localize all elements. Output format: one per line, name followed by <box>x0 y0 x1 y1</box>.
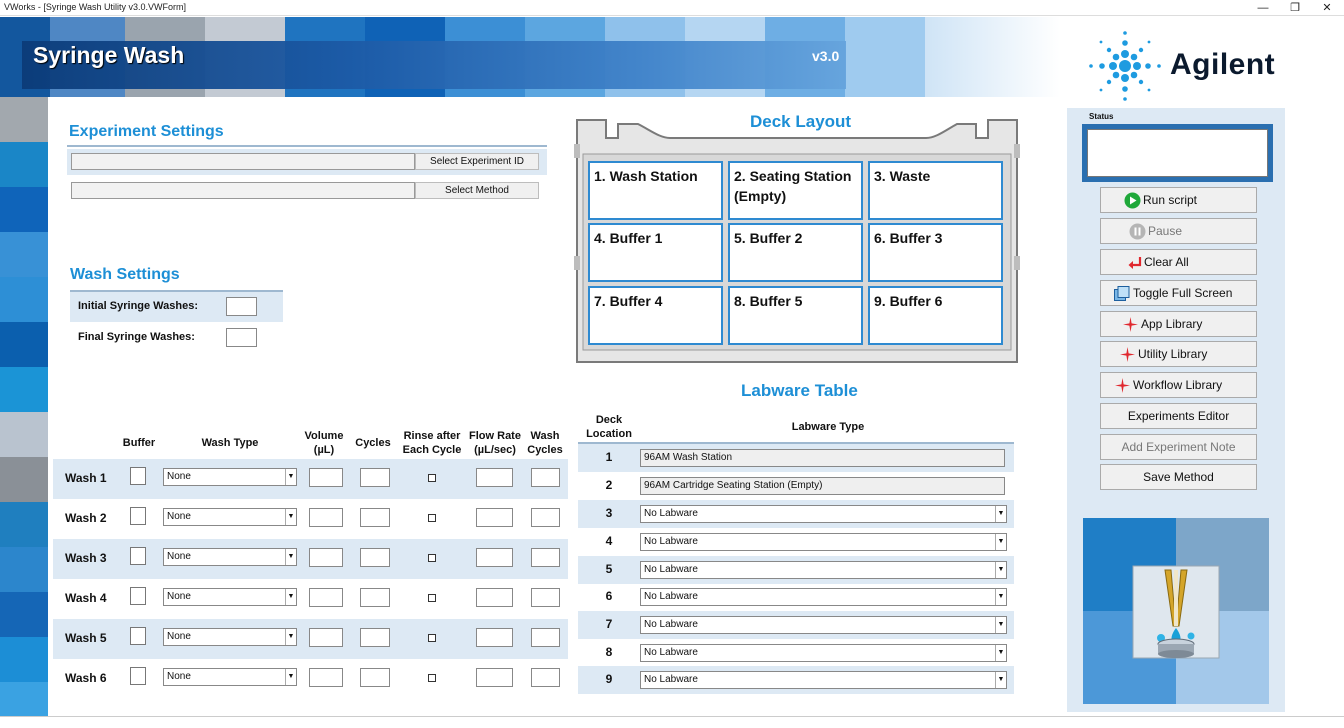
buffer-checkbox[interactable] <box>130 667 146 685</box>
dropdown-arrow-icon[interactable]: ▼ <box>995 672 1006 688</box>
dropdown-arrow-icon[interactable]: ▼ <box>285 629 296 645</box>
volume-input[interactable] <box>309 668 343 687</box>
labware-row-6 <box>578 583 1014 611</box>
dropdown-arrow-icon[interactable]: ▼ <box>285 469 296 485</box>
deck-location-number: 6 <box>605 589 613 603</box>
experiment-id-field[interactable] <box>71 153 415 170</box>
flow-rate-column-header: Flow Rate (µL/sec) <box>469 430 521 456</box>
wash-row-label: Wash 1 <box>65 471 107 485</box>
dropdown-arrow-icon[interactable]: ▼ <box>995 562 1006 578</box>
volume-column-header: Volume (µL) <box>304 430 344 456</box>
minimize-button[interactable]: — <box>1257 2 1269 14</box>
deck-position-6: 6. Buffer 3 <box>868 223 1003 282</box>
volume-input[interactable] <box>309 628 343 647</box>
status-display <box>1087 129 1268 177</box>
wash-type-value: None <box>167 671 191 682</box>
rinse-checkbox[interactable] <box>428 634 436 642</box>
wash-type-select[interactable] <box>163 468 297 486</box>
labware-table-heading: Labware Table <box>741 381 858 400</box>
deck-layout-heading: Deck Layout <box>750 112 852 131</box>
clear-all-label: Clear All <box>1144 255 1189 269</box>
deck-location-number: 9 <box>605 672 613 686</box>
dropdown-arrow-icon[interactable]: ▼ <box>285 549 296 565</box>
labware-type-value: No Labware <box>644 619 698 630</box>
buffer-checkbox[interactable] <box>130 587 146 605</box>
utility-library-label: Utility Library <box>1138 347 1208 361</box>
buffer-column-header: Buffer <box>122 437 156 449</box>
spark-star-icon <box>1114 377 1131 394</box>
select-experiment-id-button[interactable]: Select Experiment ID <box>415 153 539 170</box>
select-method-button[interactable]: Select Method <box>415 182 539 199</box>
labware-type-field: 96AM Wash Station <box>640 449 1005 467</box>
status-frame <box>1082 124 1273 182</box>
initial-washes-input[interactable] <box>226 297 257 316</box>
app-title: Syringe Wash <box>33 42 185 68</box>
labware-type-select[interactable] <box>640 616 1007 634</box>
syringe-tip-image <box>1083 518 1269 704</box>
run-script-label: Run script <box>1143 193 1198 207</box>
labware-type-select[interactable] <box>640 644 1007 662</box>
flow-rate-input[interactable] <box>476 588 513 607</box>
deck-location-number: 7 <box>605 617 613 631</box>
wash-cycles-input[interactable] <box>531 508 560 527</box>
wash-row-label: Wash 2 <box>65 511 107 525</box>
rinse-checkbox[interactable] <box>428 554 436 562</box>
labware-type-select[interactable] <box>640 588 1007 606</box>
labware-type-select[interactable] <box>640 561 1007 579</box>
labware-row-2 <box>578 472 1014 500</box>
dropdown-arrow-icon[interactable]: ▼ <box>285 589 296 605</box>
initial-washes-row <box>70 292 283 322</box>
cycles-input[interactable] <box>360 508 390 527</box>
cycles-input[interactable] <box>360 468 390 487</box>
rinse-checkbox[interactable] <box>428 514 436 522</box>
deck-position-1: 1. Wash Station <box>588 161 723 220</box>
cycles-input[interactable] <box>360 548 390 567</box>
wash-type-value: None <box>167 591 191 602</box>
wash-cycles-input[interactable] <box>531 588 560 607</box>
cycles-input[interactable] <box>360 668 390 687</box>
labware-type-value: No Labware <box>644 536 698 547</box>
status-label: Status <box>1089 112 1114 121</box>
rinse-checkbox[interactable] <box>428 594 436 602</box>
add-experiment-note-button[interactable]: Add Experiment Note <box>1100 434 1257 460</box>
undo-arrow-icon <box>1126 254 1143 271</box>
labware-row-3 <box>578 500 1014 528</box>
rinse-column-header: Rinse after Each Cycle <box>402 430 462 456</box>
save-method-button[interactable]: Save Method <box>1100 464 1257 490</box>
wash-type-value: None <box>167 631 191 642</box>
rinse-checkbox[interactable] <box>428 474 436 482</box>
initial-washes-label: Initial Syringe Washes: <box>78 300 199 312</box>
labware-type-value: No Labware <box>644 647 698 658</box>
wash-type-value: None <box>167 511 191 522</box>
deck-position-3: 3. Waste <box>868 161 1003 220</box>
dropdown-arrow-icon[interactable]: ▼ <box>995 617 1006 633</box>
labware-row-4 <box>578 528 1014 556</box>
flow-rate-input[interactable] <box>476 508 513 527</box>
wash-row-6 <box>53 659 568 699</box>
window-title: VWorks - [Syringe Wash Utility v3.0.VWForm] <box>4 2 187 12</box>
fullscreen-icon <box>1113 285 1130 302</box>
buffer-checkbox[interactable] <box>130 627 146 645</box>
dropdown-arrow-icon[interactable]: ▼ <box>285 509 296 525</box>
section-divider <box>67 145 547 147</box>
labware-type-value: No Labware <box>644 564 698 575</box>
app-library-label: App Library <box>1141 317 1203 331</box>
deck-location-number: 8 <box>605 645 613 659</box>
agilent-logo-text: Agilent <box>1170 48 1276 81</box>
pause-button[interactable] <box>1100 218 1257 244</box>
dropdown-arrow-icon[interactable]: ▼ <box>995 506 1006 522</box>
dropdown-arrow-icon[interactable]: ▼ <box>285 669 296 685</box>
wash-cycles-input[interactable] <box>531 548 560 567</box>
pause-label: Pause <box>1148 224 1183 238</box>
deck-position-7: 7. Buffer 4 <box>588 286 723 345</box>
flow-rate-input[interactable] <box>476 468 513 487</box>
wash-type-select[interactable] <box>163 588 297 606</box>
wash-settings-heading: Wash Settings <box>70 266 180 283</box>
wash-row-1 <box>53 459 568 499</box>
window-bottom-border <box>0 716 1344 717</box>
wash-row-label: Wash 5 <box>65 631 107 645</box>
wash-row-3 <box>53 539 568 579</box>
flow-rate-input[interactable] <box>476 548 513 567</box>
window-title-bar <box>0 0 1344 16</box>
wash-type-select[interactable] <box>163 668 297 686</box>
cycles-column-header: Cycles <box>355 437 391 449</box>
deck-location-number: 3 <box>605 506 613 520</box>
deck-location-number: 5 <box>605 562 613 576</box>
labware-type-select[interactable] <box>640 671 1007 689</box>
final-washes-input[interactable] <box>226 328 257 347</box>
labware-row-7 <box>578 611 1014 639</box>
labware-type-column-header: Labware Type <box>791 421 865 433</box>
workflow-library-label: Workflow Library <box>1133 378 1223 392</box>
method-field[interactable] <box>71 182 415 199</box>
flow-rate-input[interactable] <box>476 628 513 647</box>
dropdown-arrow-icon[interactable]: ▼ <box>995 645 1006 661</box>
wash-type-select[interactable] <box>163 628 297 646</box>
labware-row-9 <box>578 666 1014 694</box>
restore-button[interactable]: ❐ <box>1290 2 1300 14</box>
buffer-checkbox[interactable] <box>130 507 146 525</box>
volume-input[interactable] <box>309 508 343 527</box>
labware-row-5 <box>578 556 1014 584</box>
workflow-library-button[interactable] <box>1100 372 1257 398</box>
play-icon <box>1124 192 1141 209</box>
wash-type-value: None <box>167 551 191 562</box>
labware-row-8 <box>578 639 1014 667</box>
run-script-button[interactable] <box>1100 187 1257 213</box>
buffer-checkbox[interactable] <box>130 467 146 485</box>
decorative-stripe <box>0 97 48 717</box>
wash-type-select[interactable] <box>163 508 297 526</box>
wash-cycles-input[interactable] <box>531 628 560 647</box>
wash-cycles-column-header: Wash Cycles <box>527 430 563 456</box>
deck-location-column-header: Deck Location <box>586 414 632 440</box>
wash-row-label: Wash 3 <box>65 551 107 565</box>
volume-input[interactable] <box>309 588 343 607</box>
wash-type-select[interactable] <box>163 548 297 566</box>
labware-row-1 <box>578 444 1014 472</box>
labware-type-select[interactable] <box>640 533 1007 551</box>
close-button[interactable]: ✕ <box>1322 2 1332 14</box>
dropdown-arrow-icon[interactable]: ▼ <box>995 534 1006 550</box>
deck-location-number: 4 <box>605 534 613 548</box>
volume-input[interactable] <box>309 468 343 487</box>
wash-row-label: Wash 6 <box>65 671 107 685</box>
clear-all-button[interactable] <box>1100 249 1257 275</box>
wash-row-5 <box>53 619 568 659</box>
dropdown-arrow-icon[interactable]: ▼ <box>995 589 1006 605</box>
toggle-full-screen-label: Toggle Full Screen <box>1133 286 1233 300</box>
wash-row-label: Wash 4 <box>65 591 107 605</box>
pause-icon <box>1129 223 1146 240</box>
wash-type-column-header: Wash Type <box>201 437 259 449</box>
buffer-checkbox[interactable] <box>130 547 146 565</box>
app-library-button[interactable] <box>1100 311 1257 337</box>
utility-library-button[interactable] <box>1100 341 1257 367</box>
labware-type-value: No Labware <box>644 508 698 519</box>
experiments-editor-button[interactable]: Experiments Editor <box>1100 403 1257 429</box>
labware-type-field: 96AM Cartridge Seating Station (Empty) <box>640 477 1005 495</box>
wash-row-4 <box>53 579 568 619</box>
deck-position-2: 2. Seating Station (Empty) <box>728 161 863 220</box>
volume-input[interactable] <box>309 548 343 567</box>
wash-type-value: None <box>167 471 191 482</box>
method-row <box>67 178 547 204</box>
deck-location-number: 1 <box>605 450 613 464</box>
labware-type-value: No Labware <box>644 591 698 602</box>
experiment-settings-heading: Experiment Settings <box>69 123 224 140</box>
version-label: v3.0 <box>812 48 840 64</box>
cycles-input[interactable] <box>360 628 390 647</box>
labware-type-value: No Labware <box>644 674 698 685</box>
deck-position-5: 5. Buffer 2 <box>728 223 863 282</box>
deck-position-4: 4. Buffer 1 <box>588 223 723 282</box>
wash-row-2 <box>53 499 568 539</box>
spark-star-icon <box>1119 346 1136 363</box>
cycles-input[interactable] <box>360 588 390 607</box>
experiment-id-row <box>67 149 547 175</box>
final-washes-row <box>70 323 283 353</box>
toggle-full-screen-button[interactable] <box>1100 280 1257 306</box>
final-washes-label: Final Syringe Washes: <box>78 331 195 343</box>
deck-position-9: 9. Buffer 6 <box>868 286 1003 345</box>
flow-rate-input[interactable] <box>476 668 513 687</box>
rinse-checkbox[interactable] <box>428 674 436 682</box>
agilent-spark-icon <box>1086 28 1164 104</box>
wash-cycles-input[interactable] <box>531 668 560 687</box>
wash-cycles-input[interactable] <box>531 468 560 487</box>
deck-location-number: 2 <box>605 478 613 492</box>
labware-type-select[interactable] <box>640 505 1007 523</box>
spark-star-icon <box>1122 316 1139 333</box>
deck-position-8: 8. Buffer 5 <box>728 286 863 345</box>
